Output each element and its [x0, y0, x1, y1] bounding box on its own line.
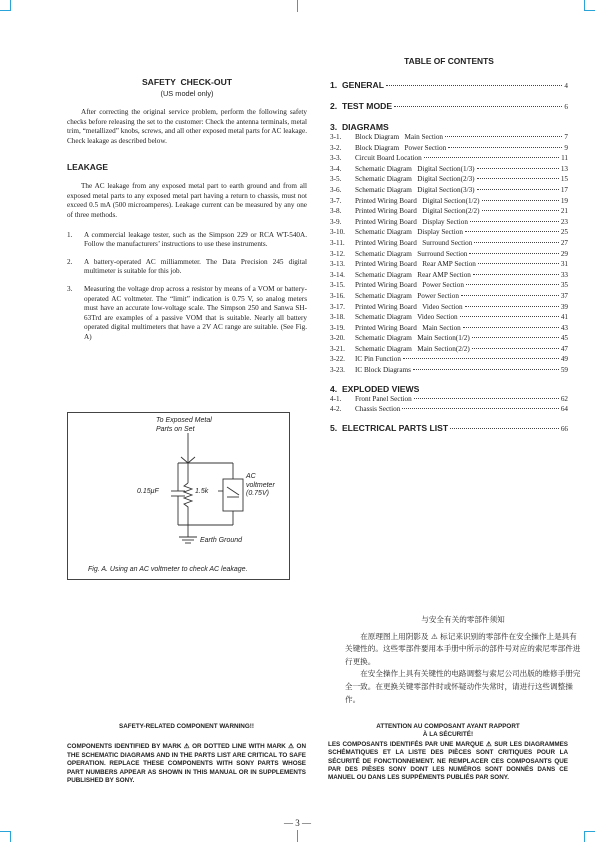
- toc-entry-page: 43: [560, 323, 568, 332]
- toc-entry-title: Schematic Diagram Surround Section: [355, 249, 468, 258]
- toc-entry[interactable]: [330, 164, 568, 175]
- toc-entry[interactable]: [330, 185, 568, 196]
- warning-title: SAFETY-RELATED COMPONENT WARNING!!: [119, 723, 254, 730]
- figure-a-ac-leakage-circuit: [67, 412, 290, 580]
- chinese-safety-notice: [345, 614, 581, 706]
- leader-dots: [386, 85, 562, 86]
- toc-entry-title: Printed Wiring Board Rear AMP Section: [355, 260, 476, 269]
- toc-entry[interactable]: [330, 259, 568, 270]
- list-item: [67, 285, 307, 343]
- toc-entry-number: 3-7.: [330, 196, 342, 205]
- toc-entry-title: Printed Wiring Board Display Section: [355, 217, 468, 226]
- leader-dots: [448, 147, 562, 148]
- probe-label: [156, 417, 212, 434]
- toc-entry-page: 35: [560, 281, 568, 290]
- toc-entry-page: 25: [560, 228, 568, 237]
- leader-dots: [477, 168, 559, 169]
- table-of-contents: [330, 56, 568, 433]
- leader-dots: [445, 136, 562, 137]
- toc-entry-number: 4-2.: [330, 405, 342, 414]
- diagram-list: [330, 132, 568, 376]
- leader-dots: [482, 210, 559, 211]
- crop-mark-bottom-left: [0, 831, 11, 842]
- toc-entry-page: 37: [560, 291, 568, 300]
- toc-entry-page: 9: [564, 143, 568, 152]
- leader-dots: [478, 263, 559, 264]
- toc-entry-page: 13: [560, 164, 568, 173]
- toc-entry-title: Schematic Diagram Video Section: [355, 313, 458, 322]
- toc-entry-title: Circuit Board Location: [355, 154, 422, 163]
- toc-entry[interactable]: [330, 196, 568, 207]
- toc-entry[interactable]: [330, 323, 568, 334]
- safety-checkout-section: [67, 78, 307, 342]
- toc-entry-number: 4-1.: [330, 394, 342, 403]
- toc-entry-title: Schematic Diagram Main Section(2/2): [355, 344, 470, 353]
- toc-entry-label: 1. GENERAL: [330, 80, 384, 90]
- leader-dots: [460, 316, 559, 317]
- toc-entry-number: 3-10.: [330, 228, 345, 237]
- leader-dots: [472, 348, 559, 349]
- toc-entry[interactable]: [330, 227, 568, 238]
- crop-mark-bottom-right: [584, 831, 595, 842]
- crop-mark-top-right: [584, 0, 595, 11]
- toc-entry-page: 6: [564, 103, 568, 111]
- toc-entry-page: 64: [560, 405, 568, 414]
- page-number: — 3 —: [284, 818, 311, 828]
- toc-heading-exploded-views: [330, 384, 568, 394]
- leakage-heading: LEAKAGE: [67, 161, 108, 172]
- toc-entry-page: 21: [560, 207, 568, 216]
- leader-dots: [403, 358, 559, 359]
- leader-dots: [466, 284, 559, 285]
- toc-heading-label: 3. DIAGRAMS: [330, 122, 389, 132]
- toc-entry-number: 3-1.: [330, 133, 342, 141]
- leader-dots: [463, 327, 559, 328]
- leader-dots: [465, 231, 559, 232]
- safety-intro-paragraph: After correcting the original service problem, perform the following safety checks before releasing the set to the customer: Check the antenna terminals, metal trim, “metallized” knobs, screws, and all other exposed metal parts for AC leakage. Check leakage as described below.: [67, 108, 307, 145]
- toc-entry-page: 11: [561, 154, 568, 163]
- toc-entry-number: 3-2.: [330, 143, 342, 152]
- voltmeter-label-line2: voltmeter: [246, 481, 275, 489]
- toc-entry-title: Printed Wiring Board Main Section: [355, 323, 461, 332]
- toc-entry-title: Front Panel Section: [355, 394, 412, 403]
- toc-entry-title: Printed Wiring Board Digital Section(1/2): [355, 196, 480, 205]
- toc-entry-page: 27: [560, 238, 568, 247]
- leader-dots: [465, 306, 559, 307]
- toc-entry[interactable]: [330, 132, 568, 143]
- toc-entry-title: Chassis Section: [355, 405, 401, 414]
- toc-entry-number: 3-17.: [330, 302, 345, 311]
- toc-entry[interactable]: [330, 174, 568, 185]
- warning-title-line2: À LA SÉCURITÉ!: [422, 731, 474, 739]
- crop-mark-top-center: [297, 0, 298, 12]
- toc-entry-title: Schematic Diagram Digital Section(2/3): [355, 175, 475, 184]
- toc-entry-label: 2. TEST MODE: [330, 101, 393, 111]
- toc-entry-title: Printed Wiring Board Digital Section(2/2): [355, 207, 480, 216]
- ground-label: Earth Ground: [200, 537, 243, 544]
- toc-entry-title: Schematic Diagram Digital Section(1/3): [355, 164, 475, 173]
- toc-entry-title: Schematic Diagram Main Section(1/2): [355, 334, 470, 343]
- leader-dots: [469, 253, 558, 254]
- toc-entry-page: 29: [560, 249, 568, 258]
- toc-entry-title: Block Diagram Power Section: [355, 143, 447, 152]
- toc-entry-page: 19: [560, 196, 568, 205]
- toc-entry-title: Schematic Diagram Display Section: [355, 228, 463, 237]
- leader-dots: [394, 106, 562, 107]
- toc-entry-number: 3-6.: [330, 185, 342, 194]
- toc-entry[interactable]: [330, 312, 568, 323]
- leader-dots: [477, 189, 559, 190]
- toc-entry[interactable]: [330, 344, 568, 355]
- toc-entry-page: 7: [564, 133, 568, 141]
- leader-dots: [414, 398, 559, 399]
- leader-dots: [450, 428, 559, 429]
- toc-entry-number: 3-11.: [330, 238, 345, 247]
- toc-entry-page: 4: [564, 82, 568, 90]
- toc-entry-number: 3-19.: [330, 323, 345, 332]
- toc-entry-number: 3-20.: [330, 334, 345, 343]
- resistor-label: 1.5k: [195, 488, 209, 495]
- figure-caption: Fig. A. Using an AC voltmeter to check AC leakage.: [88, 566, 248, 573]
- capacitor-label: 0.15μF: [137, 488, 159, 495]
- toc-entry-page: 39: [560, 302, 568, 311]
- toc-entry[interactable]: [330, 153, 568, 164]
- toc-entry[interactable]: [330, 394, 568, 405]
- toc-entry-title: IC Pin Function: [355, 355, 401, 364]
- toc-entry-number: 3-15.: [330, 281, 345, 290]
- toc-heading-label: 4. EXPLODED VIEWS: [330, 383, 420, 394]
- toc-entry[interactable]: [330, 333, 568, 344]
- leader-dots: [473, 274, 559, 275]
- toc-entry-page: 31: [560, 260, 568, 269]
- toc-entry-title: Schematic Diagram Digital Section(3/3): [355, 185, 475, 194]
- toc-entry-number: 3-14.: [330, 270, 345, 279]
- toc-entry[interactable]: [330, 291, 568, 302]
- toc-entry[interactable]: [330, 302, 568, 313]
- voltmeter-label: [246, 473, 275, 499]
- leader-dots: [461, 295, 559, 296]
- toc-entry-page: 45: [560, 334, 568, 343]
- toc-entry-number: 3-9.: [330, 217, 342, 226]
- toc-entry-page: 17: [560, 185, 568, 194]
- toc-entry[interactable]: [330, 238, 568, 249]
- warning-body: LES COMPOSANTS IDENTIFÉS PAR UNE MARQUE ⚠ SUR LES DIAGRAMMES SCHÉMATIQUES ET LA LISTE DES PIÈCES SONT CRITIQUES POUR LA SÉCURITÉ DE FONCTIONNEMENT. NE REMPLACER CES COMPOSANTS QUE PAR DES PIÈSES SONY DONT LES NUMÉROS SONT DONNÉS DANS CE MANUEL OU DANS LES SUPPÉMENTS PUBLIÉS PAR SONY.: [328, 740, 568, 782]
- crop-mark-bottom-center: [297, 830, 298, 842]
- voltmeter-label-line3: (0.75V): [246, 490, 269, 497]
- toc-entry-test-mode[interactable]: [330, 101, 568, 111]
- toc-entry[interactable]: [330, 143, 568, 154]
- chinese-notice-paragraph-2: 在安全操作上具有关键性的电路调整与索尼公司出版的维修手册完全一致。在更换关键零部件时或怀疑动作失常时，请进行这些调整操作。: [345, 669, 581, 704]
- toc-entry-label: 5. ELECTRICAL PARTS LIST: [330, 422, 449, 433]
- warning-title-line1: ATTENTION AU COMPOSANT AYANT RAPPORT: [376, 723, 520, 730]
- toc-entry-page: 62: [560, 394, 568, 403]
- toc-entry-title: IC Block Diagrams: [355, 366, 411, 375]
- toc-entry[interactable]: [330, 404, 568, 415]
- probe-label-line1: To Exposed Metal: [156, 417, 212, 424]
- exploded-list: [330, 394, 568, 415]
- toc-entry-number: 3-13.: [330, 260, 345, 269]
- leader-dots: [402, 408, 558, 409]
- toc-entry-number: 3-22.: [330, 355, 345, 364]
- list-item: [67, 258, 307, 277]
- toc-entry-page: 15: [560, 175, 568, 184]
- resistor-symbol: [184, 483, 192, 509]
- list-item-number: 3.: [67, 284, 73, 293]
- toc-entry-number: 3-3.: [330, 154, 342, 163]
- toc-entry-title: Schematic Diagram Rear AMP Section: [355, 270, 471, 279]
- safety-warning-english: [67, 723, 306, 785]
- toc-entry-number: 3-23.: [330, 366, 345, 375]
- toc-entry-title: Printed Wiring Board Video Section: [355, 302, 463, 311]
- toc-entry-page: 33: [560, 270, 568, 279]
- toc-entry[interactable]: [330, 206, 568, 217]
- toc-entry-page: 59: [560, 366, 568, 375]
- toc-entry-general[interactable]: [330, 80, 568, 90]
- safety-checkout-subtitle: (US model only): [160, 88, 214, 98]
- toc-entry-title: Printed Wiring Board Surround Section: [355, 238, 473, 247]
- toc-entry-number: 3-8.: [330, 207, 342, 216]
- leader-dots: [472, 337, 559, 338]
- leakage-paragraph: The AC leakage from any exposed metal part to earth ground and from all exposed metal parts to any exposed metal part having a return to chassis, must not exceed 0.5 mA (500 microamperes). Leakage current can be measured by any one of three methods.: [67, 182, 307, 219]
- toc-entry[interactable]: [330, 354, 568, 365]
- toc-entry-electrical-parts-list[interactable]: [330, 423, 568, 433]
- chinese-notice-paragraph-1: 在原理图上用阴影及 ⚠ 标记来识别的零部件在安全操作上是具有关键性的。这些零部件要用本手册中所示的部件号对应的索尼零部件进行更换。: [345, 631, 581, 666]
- toc-entry-page: 47: [560, 344, 568, 353]
- toc-entry-title: Printed Wiring Board Power Section: [355, 281, 464, 290]
- toc-entry-title: Block Diagram Main Section: [355, 133, 444, 141]
- toc-entry[interactable]: [330, 365, 568, 376]
- toc-entry-number: 3-4.: [330, 164, 342, 173]
- voltmeter-label-line1: AC: [246, 473, 256, 480]
- toc-heading-diagrams: [330, 122, 568, 132]
- toc-entry-number: 3-16.: [330, 291, 345, 300]
- warning-body: COMPONENTS IDENTIFIED BY MARK ⚠ OR DOTTED LINE WITH MARK ⚠ ON THE SCHEMATIC DIAGRAMS AND IN THE PARTS LIST ARE CRITICAL TO SAFE OPERATION. REPLACE THESE COMPONENTS WITH SONY PARTS WHOSE PART NUMBERS APPEAR AS SHOWN IN THIS MANUAL OR IN SUPPLEMENTS PUBLISHED BY SONY.: [67, 743, 306, 785]
- leader-dots: [482, 200, 559, 201]
- list-item-text: A commercial leakage tester, such as the Simpson 229 or RCA WT-540A. Follow the manufacturers’ instructions to use these instruments.: [84, 230, 307, 249]
- list-item-text: A battery-operated AC milliammeter. The Data Precision 245 digital multimeter is suitable for this job.: [84, 257, 307, 276]
- toc-entry-number: 3-18.: [330, 313, 345, 322]
- crop-mark-top-left: [0, 0, 11, 11]
- list-item-text: Measuring the voltage drop across a resistor by means of a VOM or battery-operated AC voltmeter. The “limit” indication is 0.75 V, so analog meters must have an accurate low-voltage scale. The Simpson 250 and Sanwa SH-63Trd are examples of a passive VOM that is suitable. Nearly all battery operated digital multimeters that have a 2V AC range are suitable. (See Fig. A): [84, 284, 307, 341]
- leader-dots: [413, 369, 559, 370]
- safety-checkout-title: SAFETY CHECK-OUT: [141, 77, 233, 87]
- toc-entry[interactable]: [330, 217, 568, 228]
- chinese-notice-title: 与安全有关的零部件须知: [421, 615, 505, 624]
- toc-entry-number: 3-21.: [330, 344, 345, 353]
- probe-label-line2: Parts on Set: [156, 425, 195, 433]
- toc-entry-number: 3-5.: [330, 175, 342, 184]
- toc-entry[interactable]: [330, 270, 568, 281]
- toc-entry-title: Schematic Diagram Power Section: [355, 291, 459, 300]
- leader-dots: [477, 178, 559, 179]
- leader-dots: [424, 157, 559, 158]
- toc-entry[interactable]: [330, 280, 568, 291]
- toc-entry-page: 23: [560, 217, 568, 226]
- toc-entry-page: 49: [560, 355, 568, 364]
- voltmeter-symbol: [223, 479, 243, 511]
- leader-dots: [470, 221, 559, 222]
- toc-entry-page: 41: [560, 313, 568, 322]
- toc-entry-page: 66: [560, 424, 568, 433]
- toc-entry-number: 3-12.: [330, 249, 345, 258]
- toc-title: TABLE OF CONTENTS: [404, 56, 494, 66]
- leader-dots: [474, 242, 558, 243]
- safety-warning-french: [328, 723, 568, 783]
- list-item: [67, 231, 307, 250]
- list-item-number: 1.: [67, 230, 73, 239]
- toc-entry[interactable]: [330, 249, 568, 260]
- list-item-number: 2.: [67, 257, 73, 266]
